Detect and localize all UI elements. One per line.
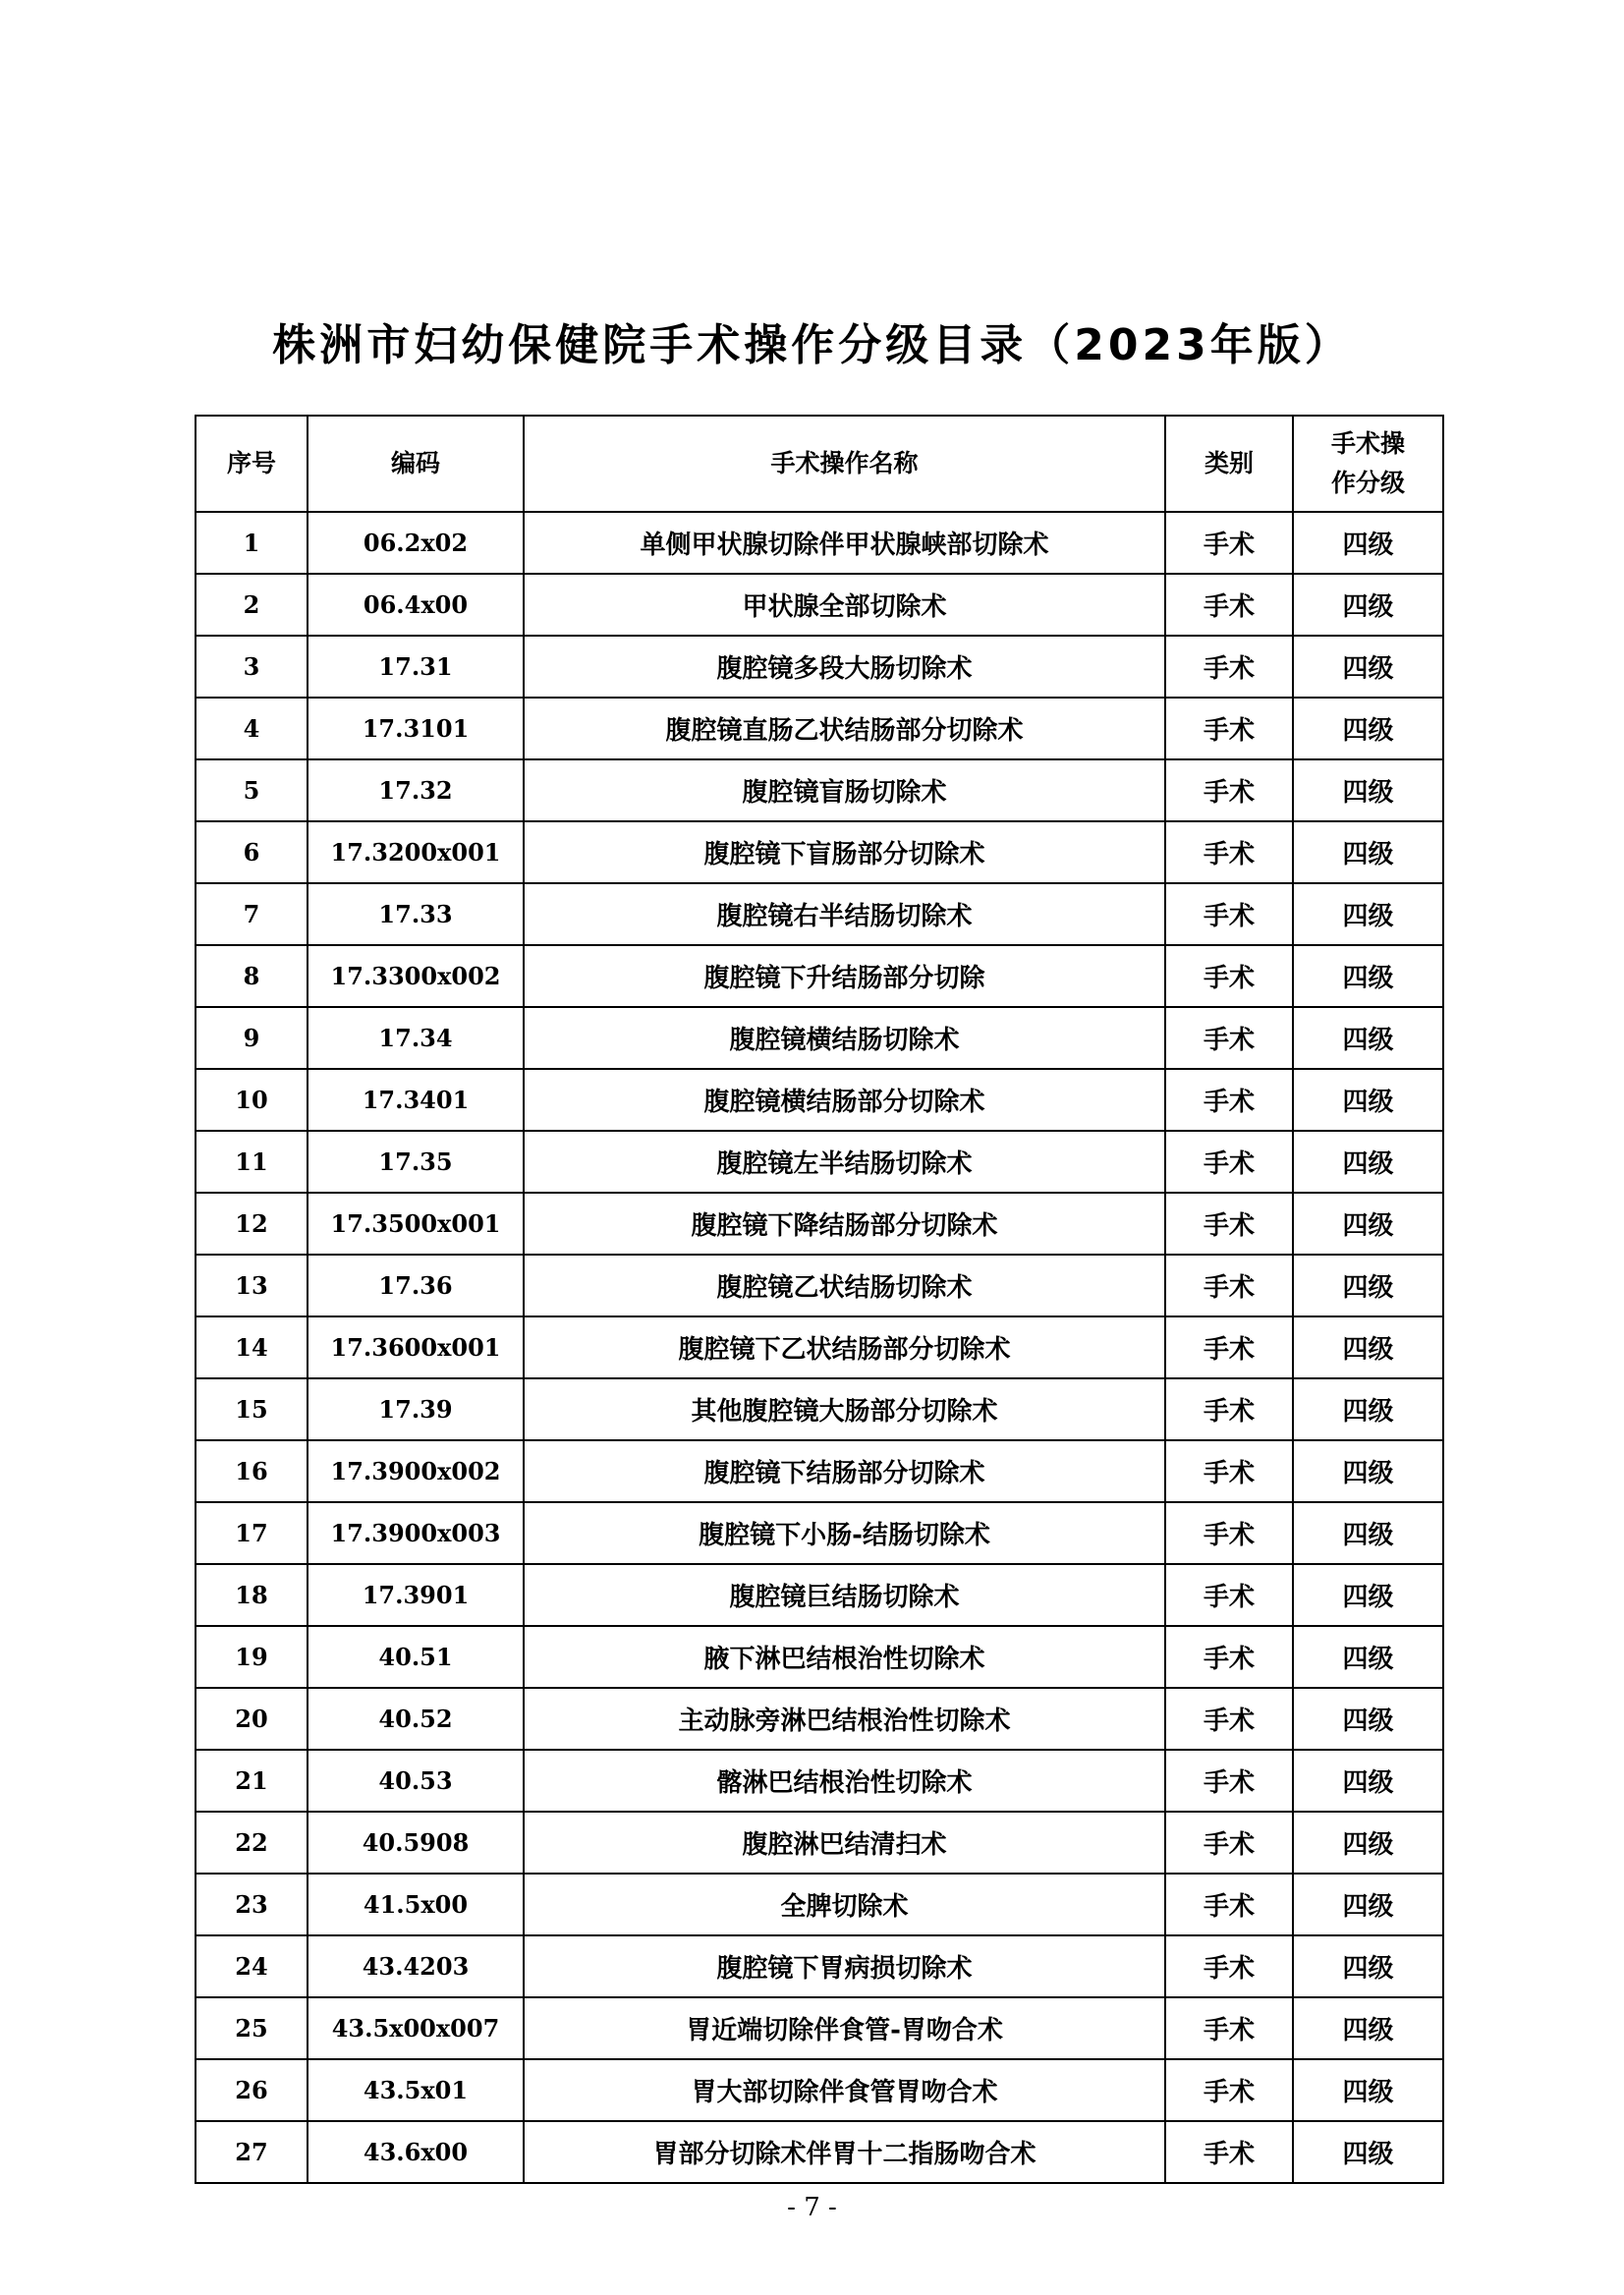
row-index: 20 (196, 1688, 308, 1750)
row-grade: 四级 (1293, 759, 1443, 821)
row-grade: 四级 (1293, 1812, 1443, 1874)
table-row (196, 883, 1443, 945)
row-code: 17.35 (308, 1131, 524, 1193)
table-row (196, 1255, 1443, 1316)
table-row (196, 512, 1443, 574)
row-name: 胃近端切除伴食管-胃吻合术 (524, 1997, 1165, 2059)
row-code: 17.3101 (308, 698, 524, 759)
table-row (196, 1935, 1443, 1997)
table-row (196, 1007, 1443, 1069)
table-row (196, 945, 1443, 1007)
row-name: 腹腔镜下乙状结肠部分切除术 (524, 1316, 1165, 1378)
row-category: 手术 (1165, 1316, 1293, 1378)
row-name: 腹腔镜右半结肠切除术 (524, 883, 1165, 945)
row-grade: 四级 (1293, 1440, 1443, 1502)
row-name: 全脾切除术 (524, 1874, 1165, 1935)
table-header-row (196, 416, 1443, 512)
table-row (196, 1440, 1443, 1502)
row-grade: 四级 (1293, 512, 1443, 574)
row-category: 手术 (1165, 1997, 1293, 2059)
row-name: 腹腔镜横结肠切除术 (524, 1007, 1165, 1069)
row-code: 40.53 (308, 1750, 524, 1812)
row-index: 10 (196, 1069, 308, 1131)
row-name: 其他腹腔镜大肠部分切除术 (524, 1378, 1165, 1440)
row-name: 腋下淋巴结根治性切除术 (524, 1626, 1165, 1688)
table-row (196, 1874, 1443, 1935)
surgery-grading-table (195, 415, 1444, 2184)
row-grade: 四级 (1293, 2059, 1443, 2121)
row-index: 13 (196, 1255, 308, 1316)
header-code: 编码 (308, 416, 524, 512)
row-index: 25 (196, 1997, 308, 2059)
table-row (196, 1688, 1443, 1750)
row-grade: 四级 (1293, 1255, 1443, 1316)
table-row (196, 1626, 1443, 1688)
row-category: 手术 (1165, 1193, 1293, 1255)
table-row (196, 821, 1443, 883)
row-index: 9 (196, 1007, 308, 1069)
row-index: 22 (196, 1812, 308, 1874)
table-body (196, 512, 1443, 2183)
row-grade: 四级 (1293, 698, 1443, 759)
row-category: 手术 (1165, 1007, 1293, 1069)
row-name: 腹腔镜横结肠部分切除术 (524, 1069, 1165, 1131)
page-title: 株洲市妇幼保健院手术操作分级目录（2023年版） (272, 320, 1352, 370)
row-grade: 四级 (1293, 1316, 1443, 1378)
row-category: 手术 (1165, 698, 1293, 759)
row-category: 手术 (1165, 636, 1293, 698)
row-index: 2 (196, 574, 308, 636)
row-code: 40.5908 (308, 1812, 524, 1874)
row-grade: 四级 (1293, 1378, 1443, 1440)
row-name: 主动脉旁淋巴结根治性切除术 (524, 1688, 1165, 1750)
table-row (196, 759, 1443, 821)
row-grade: 四级 (1293, 1502, 1443, 1564)
row-index: 19 (196, 1626, 308, 1688)
row-category: 手术 (1165, 883, 1293, 945)
row-category: 手术 (1165, 1440, 1293, 1502)
row-grade: 四级 (1293, 1069, 1443, 1131)
row-name: 甲状腺全部切除术 (524, 574, 1165, 636)
table-row (196, 2059, 1443, 2121)
table-row (196, 1316, 1443, 1378)
row-index: 5 (196, 759, 308, 821)
row-index: 15 (196, 1378, 308, 1440)
row-grade: 四级 (1293, 1564, 1443, 1626)
row-index: 18 (196, 1564, 308, 1626)
row-grade: 四级 (1293, 1007, 1443, 1069)
row-name: 髂淋巴结根治性切除术 (524, 1750, 1165, 1812)
row-name: 腹腔镜巨结肠切除术 (524, 1564, 1165, 1626)
row-index: 3 (196, 636, 308, 698)
row-category: 手术 (1165, 1255, 1293, 1316)
row-grade: 四级 (1293, 945, 1443, 1007)
row-code: 17.3900x003 (308, 1502, 524, 1564)
row-grade: 四级 (1293, 2121, 1443, 2183)
row-category: 手术 (1165, 1812, 1293, 1874)
row-name: 腹腔镜直肠乙状结肠部分切除术 (524, 698, 1165, 759)
row-grade: 四级 (1293, 636, 1443, 698)
header-grade-label: 手术操作分级 (1330, 429, 1405, 497)
row-name: 腹腔淋巴结清扫术 (524, 1812, 1165, 1874)
row-code: 17.3401 (308, 1069, 524, 1131)
row-index: 26 (196, 2059, 308, 2121)
row-grade: 四级 (1293, 883, 1443, 945)
row-code: 17.3600x001 (308, 1316, 524, 1378)
row-category: 手术 (1165, 1688, 1293, 1750)
row-code: 17.36 (308, 1255, 524, 1316)
row-code: 41.5x00 (308, 1874, 524, 1935)
row-name: 胃大部切除伴食管胃吻合术 (524, 2059, 1165, 2121)
row-code: 40.51 (308, 1626, 524, 1688)
table-row (196, 1378, 1443, 1440)
row-category: 手术 (1165, 2059, 1293, 2121)
row-grade: 四级 (1293, 1750, 1443, 1812)
header-category: 类别 (1165, 416, 1293, 512)
row-category: 手术 (1165, 821, 1293, 883)
row-index: 4 (196, 698, 308, 759)
row-code: 06.2x02 (308, 512, 524, 574)
row-category: 手术 (1165, 1750, 1293, 1812)
row-name: 腹腔镜下结肠部分切除术 (524, 1440, 1165, 1502)
table-row (196, 574, 1443, 636)
row-category: 手术 (1165, 1069, 1293, 1131)
row-name: 腹腔镜下升结肠部分切除 (524, 945, 1165, 1007)
row-name: 腹腔镜多段大肠切除术 (524, 636, 1165, 698)
table-row (196, 636, 1443, 698)
row-category: 手术 (1165, 1935, 1293, 1997)
row-grade: 四级 (1293, 574, 1443, 636)
row-name: 腹腔镜下小肠-结肠切除术 (524, 1502, 1165, 1564)
row-category: 手术 (1165, 1131, 1293, 1193)
row-name: 腹腔镜下盲肠部分切除术 (524, 821, 1165, 883)
row-code: 17.34 (308, 1007, 524, 1069)
table-row (196, 2121, 1443, 2183)
table-row (196, 1997, 1443, 2059)
header-index: 序号 (196, 416, 308, 512)
row-name: 腹腔镜盲肠切除术 (524, 759, 1165, 821)
page-number: - 7 - (787, 2193, 837, 2222)
table-row (196, 1502, 1443, 1564)
row-index: 11 (196, 1131, 308, 1193)
row-index: 14 (196, 1316, 308, 1378)
row-category: 手术 (1165, 1626, 1293, 1688)
row-category: 手术 (1165, 574, 1293, 636)
table-row (196, 1193, 1443, 1255)
row-name: 腹腔镜下降结肠部分切除术 (524, 1193, 1165, 1255)
row-index: 6 (196, 821, 308, 883)
row-category: 手术 (1165, 759, 1293, 821)
row-code: 17.33 (308, 883, 524, 945)
row-grade: 四级 (1293, 1688, 1443, 1750)
table-row (196, 1564, 1443, 1626)
row-code: 06.4x00 (308, 574, 524, 636)
row-name: 单侧甲状腺切除伴甲状腺峡部切除术 (524, 512, 1165, 574)
row-index: 16 (196, 1440, 308, 1502)
row-code: 17.3900x002 (308, 1440, 524, 1502)
row-name: 胃部分切除术伴胃十二指肠吻合术 (524, 2121, 1165, 2183)
table-row (196, 1069, 1443, 1131)
table-row (196, 1750, 1443, 1812)
row-category: 手术 (1165, 1502, 1293, 1564)
row-grade: 四级 (1293, 821, 1443, 883)
row-code: 17.3200x001 (308, 821, 524, 883)
row-index: 12 (196, 1193, 308, 1255)
row-code: 17.3901 (308, 1564, 524, 1626)
row-name: 腹腔镜下胃病损切除术 (524, 1935, 1165, 1997)
row-index: 24 (196, 1935, 308, 1997)
row-index: 23 (196, 1874, 308, 1935)
row-category: 手术 (1165, 1378, 1293, 1440)
row-code: 43.5x00x007 (308, 1997, 524, 2059)
row-grade: 四级 (1293, 1193, 1443, 1255)
row-index: 8 (196, 945, 308, 1007)
table-row (196, 698, 1443, 759)
row-grade: 四级 (1293, 1131, 1443, 1193)
header-name: 手术操作名称 (524, 416, 1165, 512)
row-index: 21 (196, 1750, 308, 1812)
table-row (196, 1812, 1443, 1874)
row-code: 43.6x00 (308, 2121, 524, 2183)
row-code: 43.5x01 (308, 2059, 524, 2121)
row-code: 43.4203 (308, 1935, 524, 1997)
header-grade (1293, 416, 1443, 512)
row-code: 40.52 (308, 1688, 524, 1750)
row-code: 17.32 (308, 759, 524, 821)
row-name: 腹腔镜乙状结肠切除术 (524, 1255, 1165, 1316)
row-index: 27 (196, 2121, 308, 2183)
row-grade: 四级 (1293, 1874, 1443, 1935)
row-code: 17.3500x001 (308, 1193, 524, 1255)
row-grade: 四级 (1293, 1626, 1443, 1688)
row-grade: 四级 (1293, 1935, 1443, 1997)
row-category: 手术 (1165, 2121, 1293, 2183)
row-code: 17.39 (308, 1378, 524, 1440)
table-row (196, 1131, 1443, 1193)
row-index: 17 (196, 1502, 308, 1564)
row-category: 手术 (1165, 1874, 1293, 1935)
row-grade: 四级 (1293, 1997, 1443, 2059)
row-code: 17.31 (308, 636, 524, 698)
row-category: 手术 (1165, 1564, 1293, 1626)
row-name: 腹腔镜左半结肠切除术 (524, 1131, 1165, 1193)
row-index: 7 (196, 883, 308, 945)
row-code: 17.3300x002 (308, 945, 524, 1007)
row-category: 手术 (1165, 512, 1293, 574)
row-index: 1 (196, 512, 308, 574)
row-category: 手术 (1165, 945, 1293, 1007)
